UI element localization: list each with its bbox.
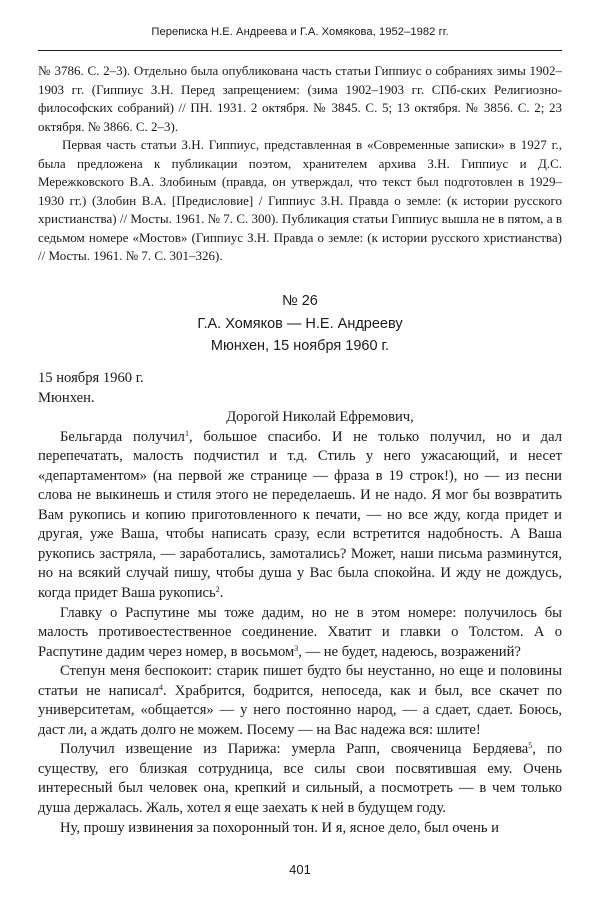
running-head: Переписка Н.Е. Андреева и Г.А. Хомякова, 1952–1982 гг. — [151, 26, 449, 38]
paragraph-text: , по существу, его близкая сотрудница, все силы свои посвятившая ему. Очень интересный был человек она, крепкий и сильный, а посмотреть — в чем только душа держалась. Жаль, хотел я еще заехать к ней в будущем году. — [38, 741, 562, 817]
footnote-ref: 4 — [158, 682, 163, 692]
letter-paragraph — [38, 740, 562, 818]
paragraph-text: , большое спасибо. И не только получил, но и дал перепечатать, малость подчистил и т.д. Стиль у него ужасающий, и несет «департаментом» (на первой же странице — фраза в 19 строк!), но — из песни слова не выкинешь и стиля этого не переделаешь. И не надо. Я мог бы возвратить Вам рукопись и копию приготовленного к печати, — но все жду, когда придет и другая, уже Ваша, чтобы написать сразу, если встретится надобность. А Ваша рукопись застряла, — заработались, замотались? Может, наши письма разминутся, но на всякий случай пишу, чтобы душа у Вас была спокойна. И жду не дождусь, когда придет Ваша рукопись — [38, 428, 562, 602]
paragraph-text: Получил извещение из Парижа: умерла Рапп, свояченица Бердяева — [60, 741, 529, 758]
letter-header — [0, 290, 600, 358]
paragraph-text: . Храбрится, бодрится, непоседа, как и был, все скачет по университетам, «общается» — у него постоянно народ, — а сдает, сдает. Боюсь, даст ли, а ждать долго не можем. Посему — на Вас надежа вся: шлите! — [38, 682, 562, 738]
note-paragraph: Первая часть статьи З.Н. Гиппиус, представленная в «Современные записки» в 1927 г., была предложена к публикации поэтом, хранителем архива З.Н. Гиппиус и Д.С. Мережковского В.А. Злобиным (правда, он утверждал, что текст был подготовлен в 1929–1930 гг.) (Злобин В.А. [Предисловие] / Гиппиус З.Н. Правда о земле: (к истории русского христианства) // Мосты. 1961. № 7. С. 300). Публикация статьи Гиппиус вышла не в пятом, а в седьмом номере «Мостов» (Гиппиус З.Н. Правда о земле: (к истории русского христианства) // Мосты. 1961. № 7. С. 301–326). — [38, 137, 562, 263]
footnote-ref: 5 — [528, 741, 533, 751]
header-rule — [38, 50, 562, 51]
footnote-ref: 3 — [294, 643, 299, 653]
letter-paragraph — [38, 428, 562, 604]
footnote-ref: 1 — [184, 428, 189, 438]
letter-paragraph — [38, 604, 562, 663]
letter-place: Мюнхен. — [38, 389, 95, 406]
letter-number: № 26 — [282, 293, 318, 309]
note-paragraph: № 3786. С. 2–3). Отдельно была опубликована часть статьи Гиппиус о собраниях зимы 1902–1903 гг. (Гиппиус З.Н. Перед запрещением: (зима 1902–1903 гг. СПб-ских Религиозно-философских собраний) // ПН. 1931. 2 октября. № 3845. С. 5; 13 октября. № 3856. С. 2; 23 октября. № 3866. С. 2–3). — [38, 63, 562, 134]
paragraph-text: . — [219, 585, 224, 602]
letter-correspondents: Г.А. Хомяков — Н.Е. Андрееву — [197, 315, 403, 332]
letter-greeting: Дорогой Николай Ефремович, — [226, 409, 414, 426]
endnotes-block — [38, 62, 562, 266]
letter-paragraph — [38, 662, 562, 740]
letter-place-date: Мюнхен, 15 ноября 1960 г. — [210, 338, 390, 354]
letter-body — [38, 369, 562, 838]
paragraph-text: Степун меня беспокоит: старик пишет будто бы неустанно, но еще и половины статьи не написал — [38, 663, 562, 699]
letter-date: 15 ноября 1960 г. — [38, 370, 144, 386]
footnote-ref: 2 — [215, 585, 220, 595]
paragraph-text: Главку о Распутине мы тоже дадим, но не в этом номере: получилось бы малость противоестественное соединение. Хватит и главки о Толстом. А о Распутине дадим через номер, в восьмом — [38, 604, 562, 660]
page-number: 401 — [289, 862, 311, 877]
letter-paragraph: Ну, прошу извинения за похоронный тон. И я, ясное дело, был очень и — [60, 819, 499, 836]
paragraph-text: Бельгарда получил — [60, 428, 185, 445]
paragraph-text: , — не будет, надеюсь, возражений? — [298, 643, 521, 660]
